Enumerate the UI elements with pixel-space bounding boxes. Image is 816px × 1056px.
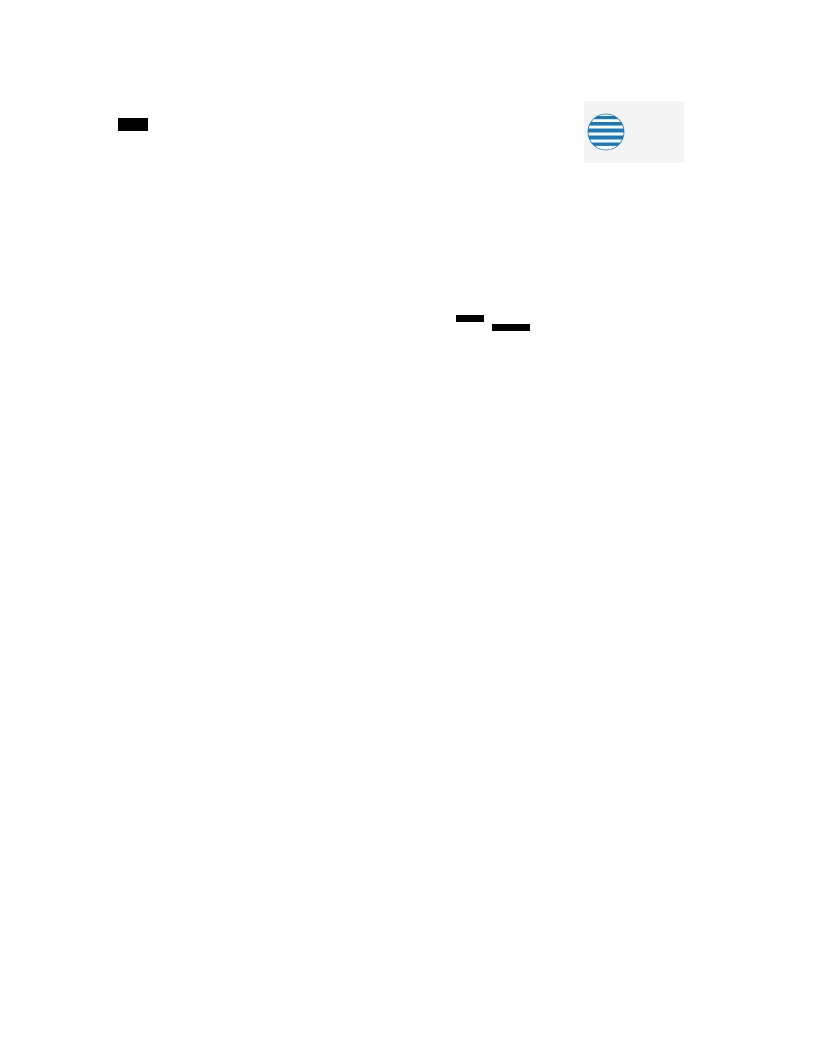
redaction-block [492, 324, 530, 331]
account-number-redacted [456, 315, 484, 322]
globe-icon [587, 113, 625, 151]
redaction-block [118, 118, 148, 131]
att-logo [584, 101, 684, 163]
